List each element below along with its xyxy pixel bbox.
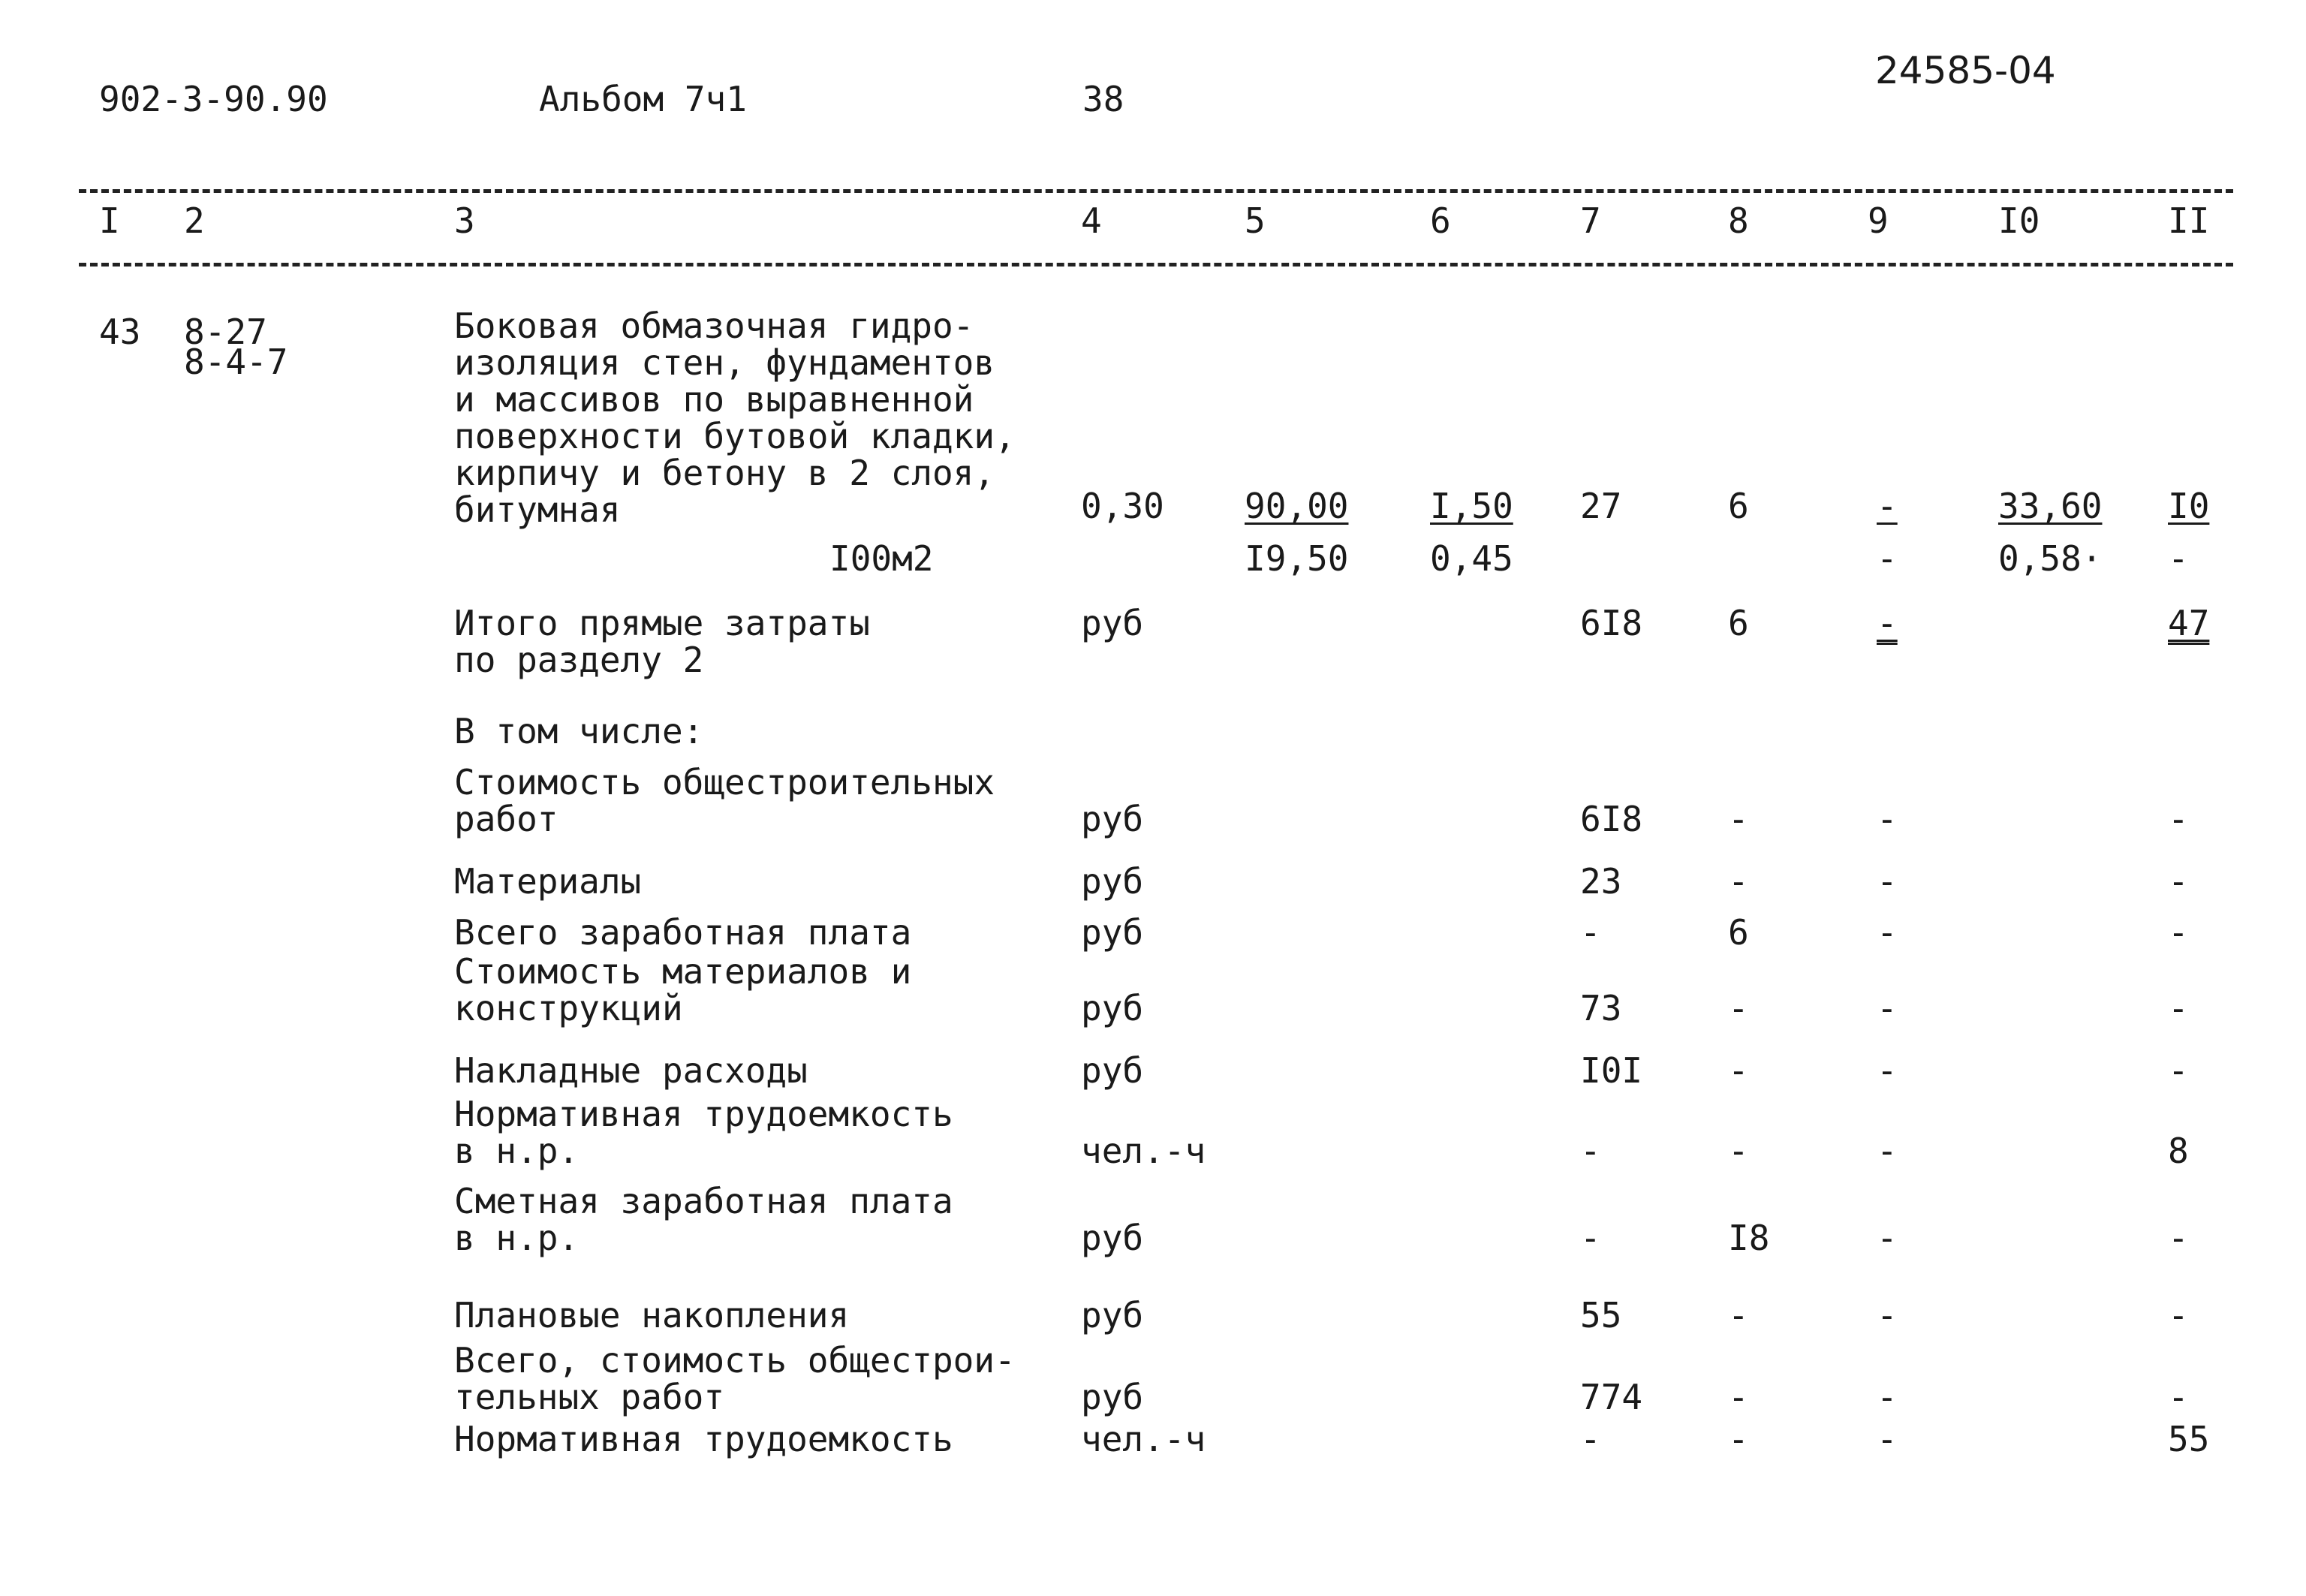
breakdown-unit: руб <box>1081 912 1144 953</box>
item-col11-bottom: - <box>2168 538 2189 579</box>
breakdown-col8: - <box>1728 799 1749 839</box>
breakdown-unit: руб <box>1081 799 1144 839</box>
breakdown-label-line: Материалы <box>454 861 642 902</box>
item-col6-bottom: 0,45 <box>1430 538 1513 579</box>
total-label-line: по разделу 2 <box>454 640 704 680</box>
header-top-rule <box>79 189 2233 193</box>
item-code-secondary: 8-4-7 <box>184 342 288 382</box>
total-label-line: Итого прямые затраты <box>454 603 870 643</box>
breakdown-unit: руб <box>1081 1377 1144 1417</box>
breakdown-label-line: Накладные расходы <box>454 1050 808 1091</box>
breakdown-unit: чел.-ч <box>1081 1419 1206 1459</box>
breakdown-col9: - <box>1877 1050 1898 1091</box>
breakdown-col7: 6I8 <box>1580 799 1643 839</box>
item-col5-bottom: I9,50 <box>1245 538 1349 579</box>
breakdown-col9: - <box>1877 1131 1898 1171</box>
breakdown-col7: - <box>1580 1131 1601 1171</box>
breakdown-col9: - <box>1877 1295 1898 1336</box>
breakdown-unit: руб <box>1081 1295 1144 1336</box>
total-col9: - <box>1877 603 1898 643</box>
breakdown-col11: - <box>2168 1218 2189 1258</box>
breakdown-col8: - <box>1728 988 1749 1028</box>
breakdown-col11: 55 <box>2168 1419 2210 1459</box>
col-header-9: 9 <box>1868 200 1889 241</box>
page-number: 38 <box>1082 79 1124 119</box>
item-unit: I00м2 <box>829 538 934 579</box>
archive-stamp-number: 24585-04 <box>1875 49 2056 92</box>
item-description-line: изоляция стен, фундаментов <box>454 342 995 383</box>
breakdown-label-line: работ <box>454 799 558 839</box>
breakdown-col8: I8 <box>1728 1218 1770 1258</box>
col-header-1: I <box>99 200 120 241</box>
breakdown-col7: - <box>1580 1218 1601 1258</box>
item-description-line: поверхности бутовой кладки, <box>454 416 1016 456</box>
breakdown-label-line: Всего заработная плата <box>454 912 912 953</box>
breakdown-label-line: Стоимость материалов и <box>454 951 912 992</box>
breakdown-col11: - <box>2168 1050 2189 1091</box>
album-label: Альбом 7ч1 <box>539 79 747 119</box>
breakdown-col7: 774 <box>1580 1377 1643 1417</box>
breakdown-col11: - <box>2168 988 2189 1028</box>
breakdown-label-line: тельных работ <box>454 1377 725 1417</box>
breakdown-label-line: в н.р. <box>454 1218 580 1258</box>
col-header-5: 5 <box>1245 200 1266 241</box>
breakdown-label-line: Плановые накопления <box>454 1295 850 1336</box>
col-header-3: 3 <box>454 200 475 241</box>
col-header-2: 2 <box>184 200 205 241</box>
breakdown-unit: руб <box>1081 1218 1144 1258</box>
breakdown-unit: руб <box>1081 988 1144 1028</box>
total-unit: руб <box>1081 603 1144 643</box>
including-label: В том числе: <box>454 711 704 751</box>
breakdown-col11: 8 <box>2168 1131 2189 1171</box>
item-col9-bottom: - <box>1877 538 1898 579</box>
breakdown-unit: чел.-ч <box>1081 1131 1206 1171</box>
breakdown-col11: - <box>2168 912 2189 953</box>
breakdown-label-line: Нормативная трудоемкость <box>454 1419 953 1459</box>
item-col9-top: - <box>1877 486 1898 526</box>
breakdown-col11: - <box>2168 1377 2189 1417</box>
breakdown-col11: - <box>2168 1295 2189 1336</box>
col-header-11: II <box>2168 200 2210 241</box>
item-description-line: и массивов по выравненной <box>454 379 974 420</box>
breakdown-col9: - <box>1877 799 1898 839</box>
breakdown-col8: - <box>1728 1131 1749 1171</box>
breakdown-label-line: конструкций <box>454 988 683 1028</box>
breakdown-label-line: Стоимость общестроительных <box>454 762 995 803</box>
breakdown-col9: - <box>1877 988 1898 1028</box>
item-col11-top: I0 <box>2168 486 2210 526</box>
breakdown-unit: руб <box>1081 1050 1144 1091</box>
breakdown-col9: - <box>1877 861 1898 902</box>
item-col7: 27 <box>1580 486 1622 526</box>
breakdown-col8: - <box>1728 861 1749 902</box>
item-description-line: кирпичу и бетону в 2 слоя, <box>454 453 995 493</box>
item-col10-bottom: 0,58· <box>1998 538 2103 579</box>
breakdown-label-line: в н.р. <box>454 1131 580 1171</box>
item-description-line: Боковая обмазочная гидро- <box>454 306 974 346</box>
breakdown-label-line: Всего, стоимость общестрои- <box>454 1340 1016 1381</box>
header-bottom-rule <box>79 263 2233 267</box>
breakdown-col8: - <box>1728 1419 1749 1459</box>
col-header-8: 8 <box>1728 200 1749 241</box>
col-header-7: 7 <box>1580 200 1601 241</box>
breakdown-col7: I0I <box>1580 1050 1643 1091</box>
breakdown-col8: - <box>1728 1295 1749 1336</box>
item-description-line: битумная <box>454 489 621 530</box>
breakdown-col7: 23 <box>1580 861 1622 902</box>
breakdown-col9: - <box>1877 1218 1898 1258</box>
item-col10-top: 33,60 <box>1998 486 2103 526</box>
breakdown-label-line: Сметная заработная плата <box>454 1181 953 1221</box>
item-code-primary: 8-27 <box>184 312 267 352</box>
breakdown-col7: 55 <box>1580 1295 1622 1336</box>
breakdown-unit: руб <box>1081 861 1144 902</box>
breakdown-col11: - <box>2168 799 2189 839</box>
breakdown-col7: 73 <box>1580 988 1622 1028</box>
breakdown-col8: 6 <box>1728 912 1749 953</box>
item-number: 43 <box>99 312 141 352</box>
item-quantity: 0,30 <box>1081 486 1164 526</box>
col-header-10: I0 <box>1998 200 2040 241</box>
item-col8: 6 <box>1728 486 1749 526</box>
item-col6-top: I,50 <box>1430 486 1513 526</box>
item-col5-top: 90,00 <box>1245 486 1349 526</box>
breakdown-col11: - <box>2168 861 2189 902</box>
breakdown-col9: - <box>1877 1377 1898 1417</box>
col-header-6: 6 <box>1430 200 1451 241</box>
breakdown-col7: - <box>1580 1419 1601 1459</box>
document-code: 902-3-90.90 <box>99 79 328 119</box>
total-col11: 47 <box>2168 603 2210 643</box>
total-col7: 6I8 <box>1580 603 1643 643</box>
breakdown-label-line: Нормативная трудоемкость <box>454 1094 953 1134</box>
total-col8: 6 <box>1728 603 1749 643</box>
col-header-4: 4 <box>1081 200 1102 241</box>
breakdown-col8: - <box>1728 1050 1749 1091</box>
breakdown-col7: - <box>1580 912 1601 953</box>
breakdown-col9: - <box>1877 912 1898 953</box>
breakdown-col8: - <box>1728 1377 1749 1417</box>
breakdown-col9: - <box>1877 1419 1898 1459</box>
